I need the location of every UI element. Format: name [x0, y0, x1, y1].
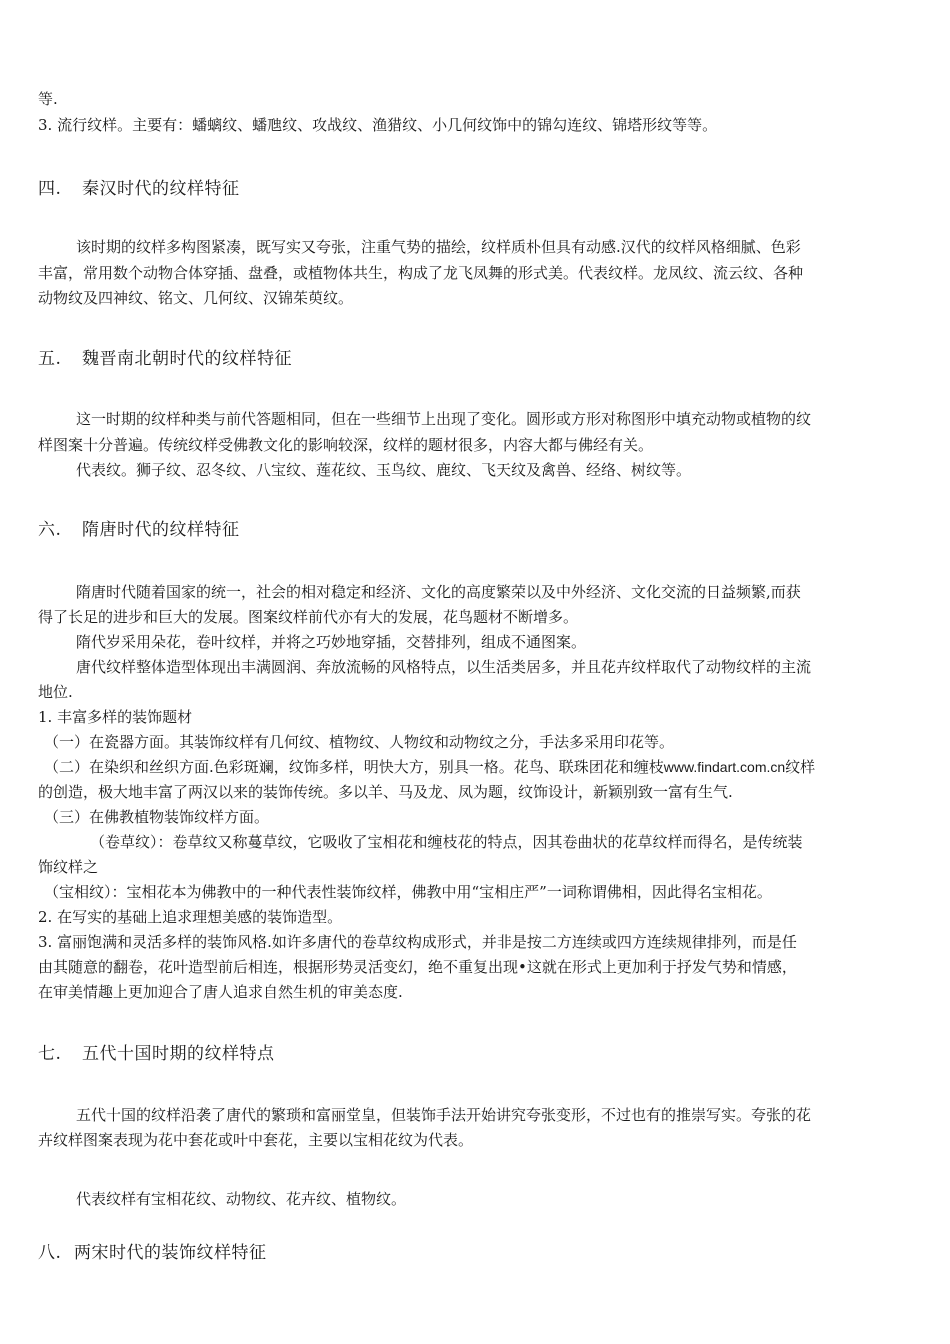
paragraph-line: 代表纹样有宝相花纹、动物纹、花卉纹、植物纹。 [76, 1190, 407, 1208]
section-number: 八. [38, 1243, 62, 1263]
paragraph-line: 五代十国的纹样沿袭了唐代的繁琐和富丽堂皇，但装饰手法开始讲究夸张变形，不过也有的推崇写实。夸张的花 [76, 1106, 812, 1124]
list-item: 2. 在写实的基础上追求理想美感的装饰造型。 [38, 908, 343, 926]
list-item-text: （二）在染织和丝织方面.色彩斑斓，纹饰多样，明快大方，别具一格。花鸟、联珠团花和缠枝 [44, 758, 664, 776]
paragraph-line: 代表纹。狮子纹、忍冬纹、八宝纹、莲花纹、玉鸟纹、鹿纹、飞天纹及禽兽、经络、树纹等。 [76, 461, 692, 479]
watermark-url: www.findart.com.cn [663, 759, 786, 775]
paragraph-line: 3. 流行纹样。主要有：蟠螭纹、蟠虺纹、攻战纹、渔猎纹、小几何纹饰中的锦勾连纹、锦塔形纹等等。 [38, 116, 718, 134]
paragraph-line: 地位. [38, 683, 73, 701]
section-title: 两宋时代的装饰纹样特征 [74, 1243, 267, 1263]
list-item-text: 纹样 [785, 758, 816, 776]
paragraph-line: 由其随意的翻卷，花叶造型前后相连，根据形势灵活变幻，绝不重复出现•这就在形式上更加利于抒发气势和情感， [38, 958, 797, 976]
list-item [44, 756, 914, 778]
section-number: 五. [38, 349, 62, 369]
list-item: 3. 富丽饱满和灵活多样的装饰风格.如许多唐代的卷草纹构成形式，并非是按二方连续或四方连续规律排列，而是任 [38, 933, 797, 951]
section-heading-8 [38, 1241, 267, 1265]
paragraph-line: （宝相纹）：宝相花本为佛教中的一种代表性装饰纹样，佛教中用“宝相庄严”一词称谓佛相，因此得名宝相花。 [44, 883, 772, 901]
section-title: 五代十国时期的纹样特点 [82, 1044, 275, 1064]
paragraph-line: 唐代纹样整体造型体现出丰满圆润、奔放流畅的风格特点，以生活类居多，并且花卉纹样取代了动物纹样的主流 [76, 658, 812, 676]
section-heading-4 [38, 177, 240, 201]
paragraph-line: 丰富，常用数个动物合体穿插、盘叠，或植物体共生，构成了龙飞凤舞的形式美。代表纹样。龙凤纹、流云纹、各种 [38, 264, 804, 282]
paragraph-line: 隋代岁采用朵花，卷叶纹样，并将之巧妙地穿插，交替排列，组成不通图案。 [76, 633, 587, 651]
paragraph-line: 该时期的纹样多构图紧凑，既写实又夸张，注重气势的描绘，纹样质朴但具有动感.汉代的纹样风格细腻、色彩 [76, 238, 801, 256]
section-heading-7 [38, 1042, 275, 1066]
section-title: 秦汉时代的纹样特征 [82, 179, 240, 199]
paragraph-line: 等. [38, 90, 58, 108]
list-item: （三）在佛教植物装饰纹样方面。 [44, 808, 270, 826]
paragraph-line: 饰纹样之 [38, 858, 99, 876]
section-title: 魏晋南北朝时代的纹样特征 [82, 349, 292, 369]
paragraph-line: 这一时期的纹样种类与前代答题相同，但在一些细节上出现了变化。圆形或方形对称图形中填充动物或植物的纹 [76, 410, 812, 428]
section-heading-6 [38, 518, 240, 542]
paragraph-line: 样图案十分普遍。传统纹样受佛教文化的影响较深，纹样的题材很多，内容大都与佛经有关。 [38, 436, 654, 454]
section-number: 四. [38, 179, 62, 199]
section-title: 隋唐时代的纹样特征 [82, 520, 240, 540]
paragraph-line: 隋唐时代随着国家的统一，社会的相对稳定和经济、文化的高度繁荣以及中外经济、文化交流的日益频繁,而获 [76, 583, 801, 601]
paragraph-line: 得了长足的进步和巨大的发展。图案纹样前代亦有大的发展，花鸟题材不断增多。 [38, 608, 579, 626]
paragraph-line: 卉纹样图案表现为花中套花或叶中套花，主要以宝相花纹为代表。 [38, 1131, 474, 1149]
paragraph-line: 动物纹及四神纹、铭文、几何纹、汉锦茱萸纹。 [38, 289, 354, 307]
paragraph-line: 在审美情趣上更加迎合了唐人追求自然生机的审美态度. [38, 983, 403, 1001]
section-number: 六. [38, 520, 62, 540]
paragraph-line: （卷草纹）：卷草纹又称蔓草纹，它吸收了宝相花和缠枝花的特点，因其卷曲状的花草纹样而得名，是传统装 [90, 833, 803, 851]
section-heading-5 [38, 347, 292, 371]
list-item: （一）在瓷器方面。其装饰纹样有几何纹、植物纹、人物纹和动物纹之分，手法多采用印花等。 [44, 733, 675, 751]
list-item: 1. 丰富多样的装饰题材 [38, 708, 193, 726]
section-number: 七. [38, 1044, 62, 1064]
paragraph-line: 的创造，极大地丰富了两汉以来的装饰传统。多以羊、马及龙、凤为题，纹饰设计，新颖别致一富有生气. [38, 783, 733, 801]
